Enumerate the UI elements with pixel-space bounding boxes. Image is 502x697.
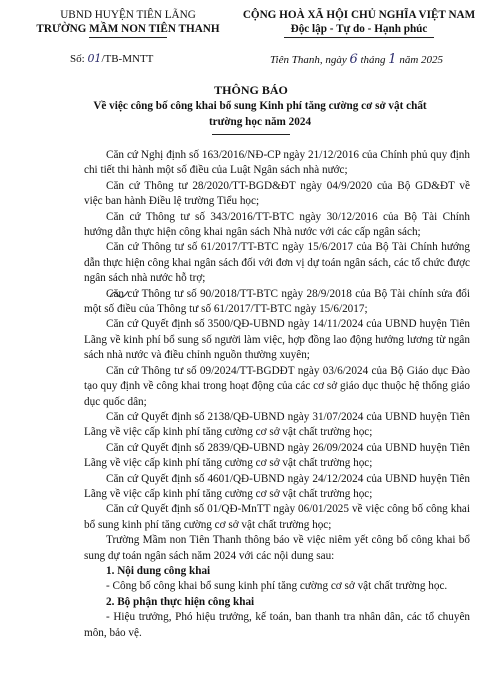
legal-basis-paragraph: Căn cứ Quyết định số 01/QĐ-MnTT ngày 06/01/2025 về việc công bố công khai bổ sung kinh phí tăng cường cơ sở vật chất trường học; [84, 503, 470, 531]
legal-basis-paragraph: Căn cứ Quyết định số 2839/QĐ-UBND ngày 26/09/2024 của UBND huyện Tiên Lãng về việc cấp kinh phí tăng cường cơ sở vật chất trường học; [84, 441, 470, 470]
handwritten-month: 1 [388, 52, 397, 67]
legal-basis-paragraph: Căn cứ Quyết định số 3500/QĐ-UBND ngày 14/11/2024 của UBND huyện Tiên Lãng về kinh phí bổ sung số người làm việc, hợp đồng lao động hưởng lương từ ngân sách nhà nước và điều chỉnh nguồn thường xuyên; [84, 318, 470, 362]
doc-number-prefix: Số: [70, 53, 88, 65]
legal-basis-paragraph: Căn cứ Thông tư 28/2020/TT-BGD&ĐT ngày 04/9/2020 của Bộ GD&ĐT về việc ban hành Điều lệ trường Tiểu học; [84, 179, 470, 208]
section-2-heading: 2. Bộ phận thực hiện công khai [106, 595, 255, 608]
subtitle-line-1: Về việc công bố công khai bổ sung Kinh phí tăng cường cơ sở vật chất [93, 100, 427, 112]
agency-underline [89, 37, 167, 38]
doc-number-suffix: /TB-MNTT [101, 53, 154, 65]
announcement-intro: Trường Mầm non Tiên Thanh thông báo về việc niêm yết công bố công khai bổ sung dự toán ngân sách năm 2024 với các nội dung sau: [84, 534, 470, 562]
place-and-date [270, 52, 443, 67]
legal-basis-paragraph: Căn cứ Thông tư số 90/2018/TT-BTC ngày 28/9/2018 của Bộ Tài chính sửa đổi một số điều của Thông tư số 61/2017/TT-BTC ngày 15/6/2017; [84, 287, 470, 316]
legal-basis-paragraph: Căn cứ Thông tư số 61/2017/TT-BTC ngày 15/6/2017 của Bộ Tài Chính hướng dẫn thực hiện công khai ngân sách đối với đơn vị dự toán ngân sách, các tổ chức được ngân sách nhà nước hỗ trợ; [84, 241, 470, 285]
issuing-agency-header [30, 8, 226, 38]
country-name: CỘNG HOÀ XÃ HỘI CHỦ NGHĨA VIỆT NAM [242, 9, 476, 21]
national-motto: Độc lập - Tự do - Hạnh phúc [290, 23, 428, 35]
document-number [70, 52, 153, 65]
document-subtitle [60, 98, 460, 130]
doc-number-handwritten: 01 [87, 52, 102, 65]
agency-parent-name: UBND HUYỆN TIÊN LÃNG [60, 9, 196, 21]
legal-basis-paragraph: Căn cứ Thông tư số 343/2016/TT-BTC ngày 30/12/2016 của Bộ Tài Chính hướng dẫn thực hiện công khai ngân sách Nhà nước với các cấp ngân sách; [84, 210, 470, 239]
legal-basis-paragraph: Căn cứ Thông tư số 09/2024/TT-BGDĐT ngày 03/6/2024 của Bộ Giáo dục Đào tạo quy định về công khai trong hoạt động của các cơ sở giáo dục thuộc hệ thống giáo dục quốc dân; [84, 364, 470, 408]
handwritten-day: 6 [349, 52, 358, 67]
legal-basis-paragraph: Căn cứ Quyết định số 4601/QĐ-UBND ngày 24/12/2024 của UBND huyện Tiên Lãng về việc cấp kinh phí tăng cường cơ sở vật chất trường học; [84, 472, 470, 500]
legal-basis-paragraph: Căn cứ Nghị định số 163/2016/NĐ-CP ngày 21/12/2016 của Chính phủ quy định chi tiết thi hành một số điều của Luật Ngân sách nhà nước; [84, 149, 470, 177]
motto-underline [284, 37, 434, 38]
national-motto-header [226, 8, 492, 38]
title-underline [212, 134, 290, 135]
document-title: THÔNG BÁO [214, 83, 288, 97]
place-prefix: Tiên Thanh, ngày [270, 54, 350, 66]
section-2-content: - Hiệu trưởng, Phó hiệu trưởng, kế toán, ban thanh tra nhân dân, các tổ chuyên môn, bảo vệ. [84, 611, 470, 639]
agency-name: TRƯỜNG MẦM NON TIÊN THANH [36, 23, 220, 35]
legal-basis-paragraph: Căn cứ Quyết định số 2138/QĐ-UBND ngày 31/07/2024 của UBND huyện Tiên Lãng về việc cấp kinh phí tăng cường cơ sở vật chất trường học; [84, 410, 470, 439]
subtitle-line-2: trường học năm 2024 [208, 116, 312, 128]
section-1-content: - Công bố công khai bổ sung kinh phí tăng cường cơ sở vật chất trường học. [106, 580, 448, 593]
section-1-heading: 1. Nội dung công khai [106, 564, 211, 577]
document-body [84, 148, 470, 641]
year-label: năm 2025 [396, 54, 444, 66]
month-label: tháng [357, 54, 389, 66]
